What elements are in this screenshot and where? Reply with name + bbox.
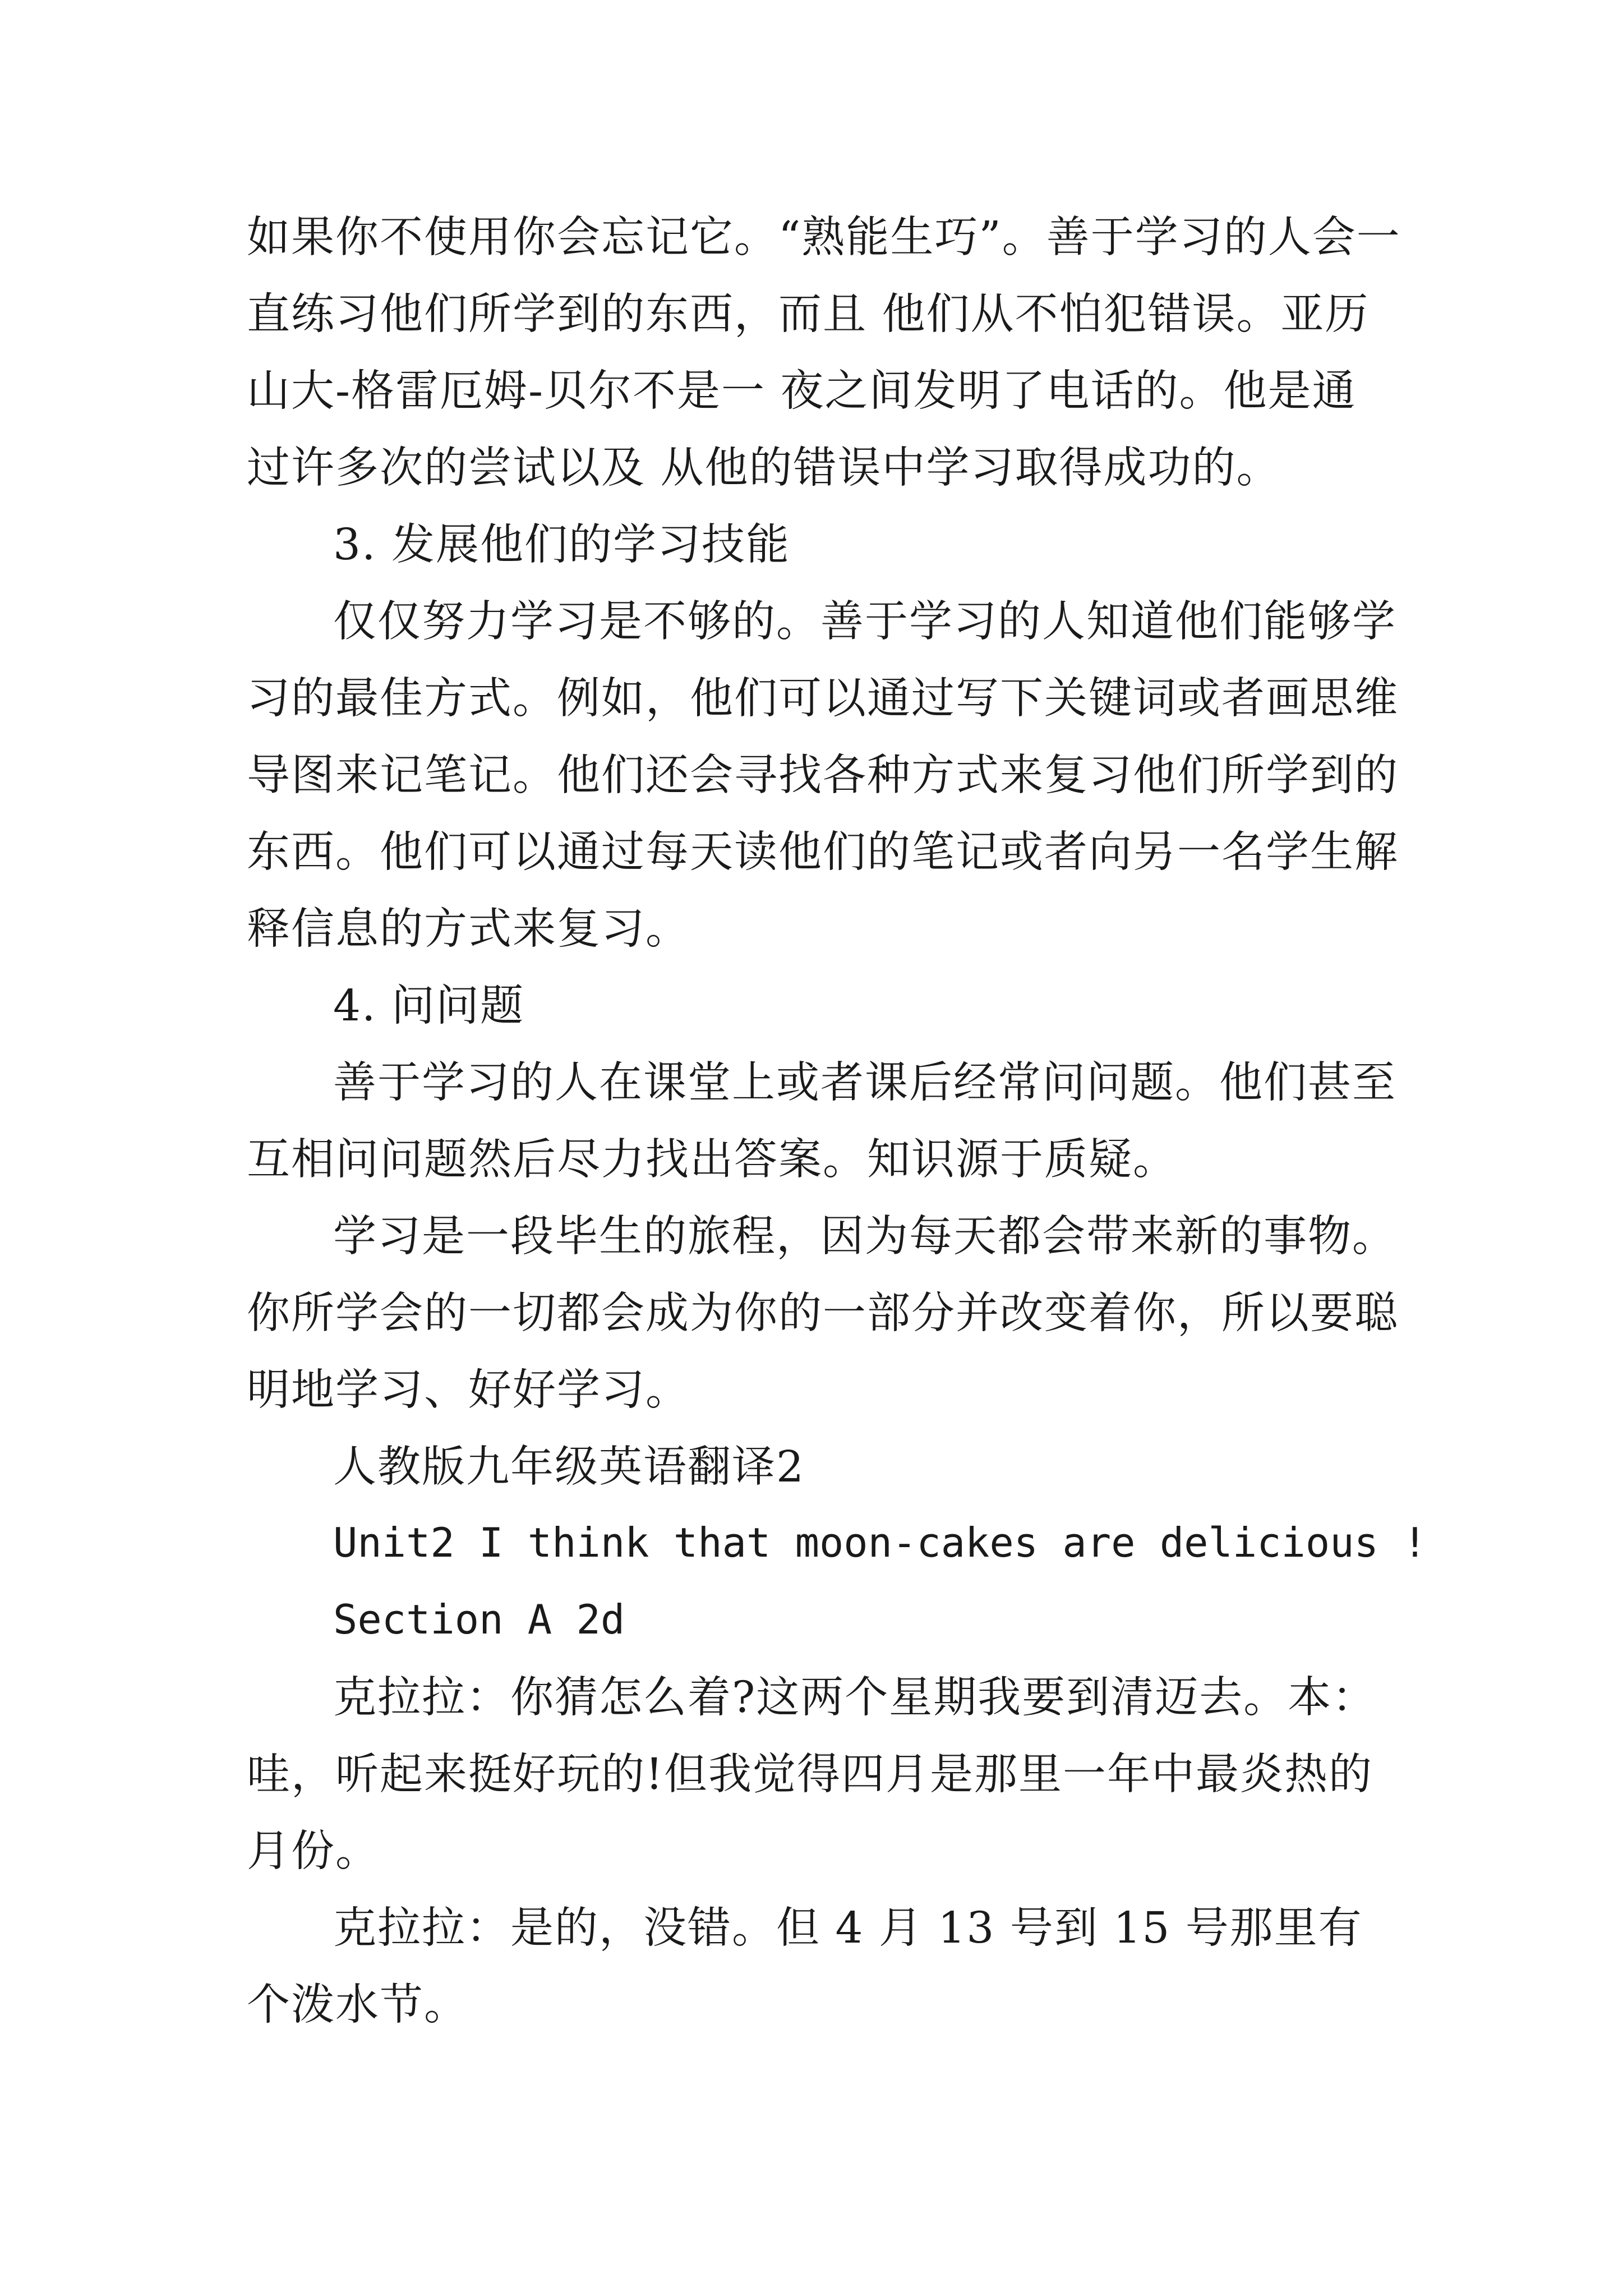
body-line: 导图来记笔记。他们还会寻找各种方式来复习他们所学到的 — [247, 751, 1399, 800]
body-line: 释信息的方式来复习。 — [247, 904, 690, 954]
paragraph-first-line: 善于学习的人在课堂上或者课后经常问问题。他们甚至 — [333, 1058, 1396, 1108]
section-heading: 4. 问问题 — [333, 981, 524, 1031]
section-label: Section A 2d — [333, 1596, 625, 1643]
body-line: 月份。 — [247, 1826, 380, 1876]
dialogue-line: 克拉拉：你猜怎么着?这两个星期我要到清迈去。本： — [333, 1673, 1377, 1723]
body-line: 直练习他们所学到的东西，而且 他们从不怕犯错误。亚历 — [247, 289, 1370, 339]
body-line: 过许多次的尝试以及 从他的错误中学习取得成功的。 — [247, 443, 1281, 493]
dialogue-line: 克拉拉：是的，没错。但 4 月 13 号到 15 号那里有 — [333, 1903, 1363, 1953]
body-line: 山大-格雷厄姆-贝尔不是一 夜之间发明了电话的。他是通 — [247, 366, 1357, 416]
body-line: 互相问问题然后尽力找出答案。知识源于质疑。 — [247, 1135, 1177, 1185]
unit-title: Unit2 I think that moon-cakes are delicious ! — [333, 1519, 1427, 1566]
body-line: 习的最佳方式。例如，他们可以通过写下关键词或者画思维 — [247, 674, 1399, 724]
body-line: 东西。他们可以通过每天读他们的笔记或者向另一名学生解 — [247, 827, 1399, 877]
paragraph-first-line: 仅仅努力学习是不够的。善于学习的人知道他们能够学 — [333, 597, 1396, 647]
body-line: 你所学会的一切都会成为你的一部分并改变着你，所以要聪 — [247, 1289, 1399, 1338]
paragraph-first-line: 学习是一段毕生的旅程，因为每天都会带来新的事物。 — [333, 1212, 1396, 1262]
body-line: 个泼水节。 — [247, 1980, 468, 2030]
body-line: 明地学习、好好学习。 — [247, 1365, 690, 1415]
section-heading: 3. 发展他们的学习技能 — [333, 520, 790, 570]
body-line: 哇，听起来挺好玩的!但我觉得四月是那里一年中最炎热的 — [247, 1750, 1373, 1800]
body-line: 如果你不使用你会忘记它。“熟能生巧”。善于学习的人会一 — [247, 213, 1401, 263]
document-subtitle: 人教版九年级英语翻译2 — [333, 1442, 805, 1492]
